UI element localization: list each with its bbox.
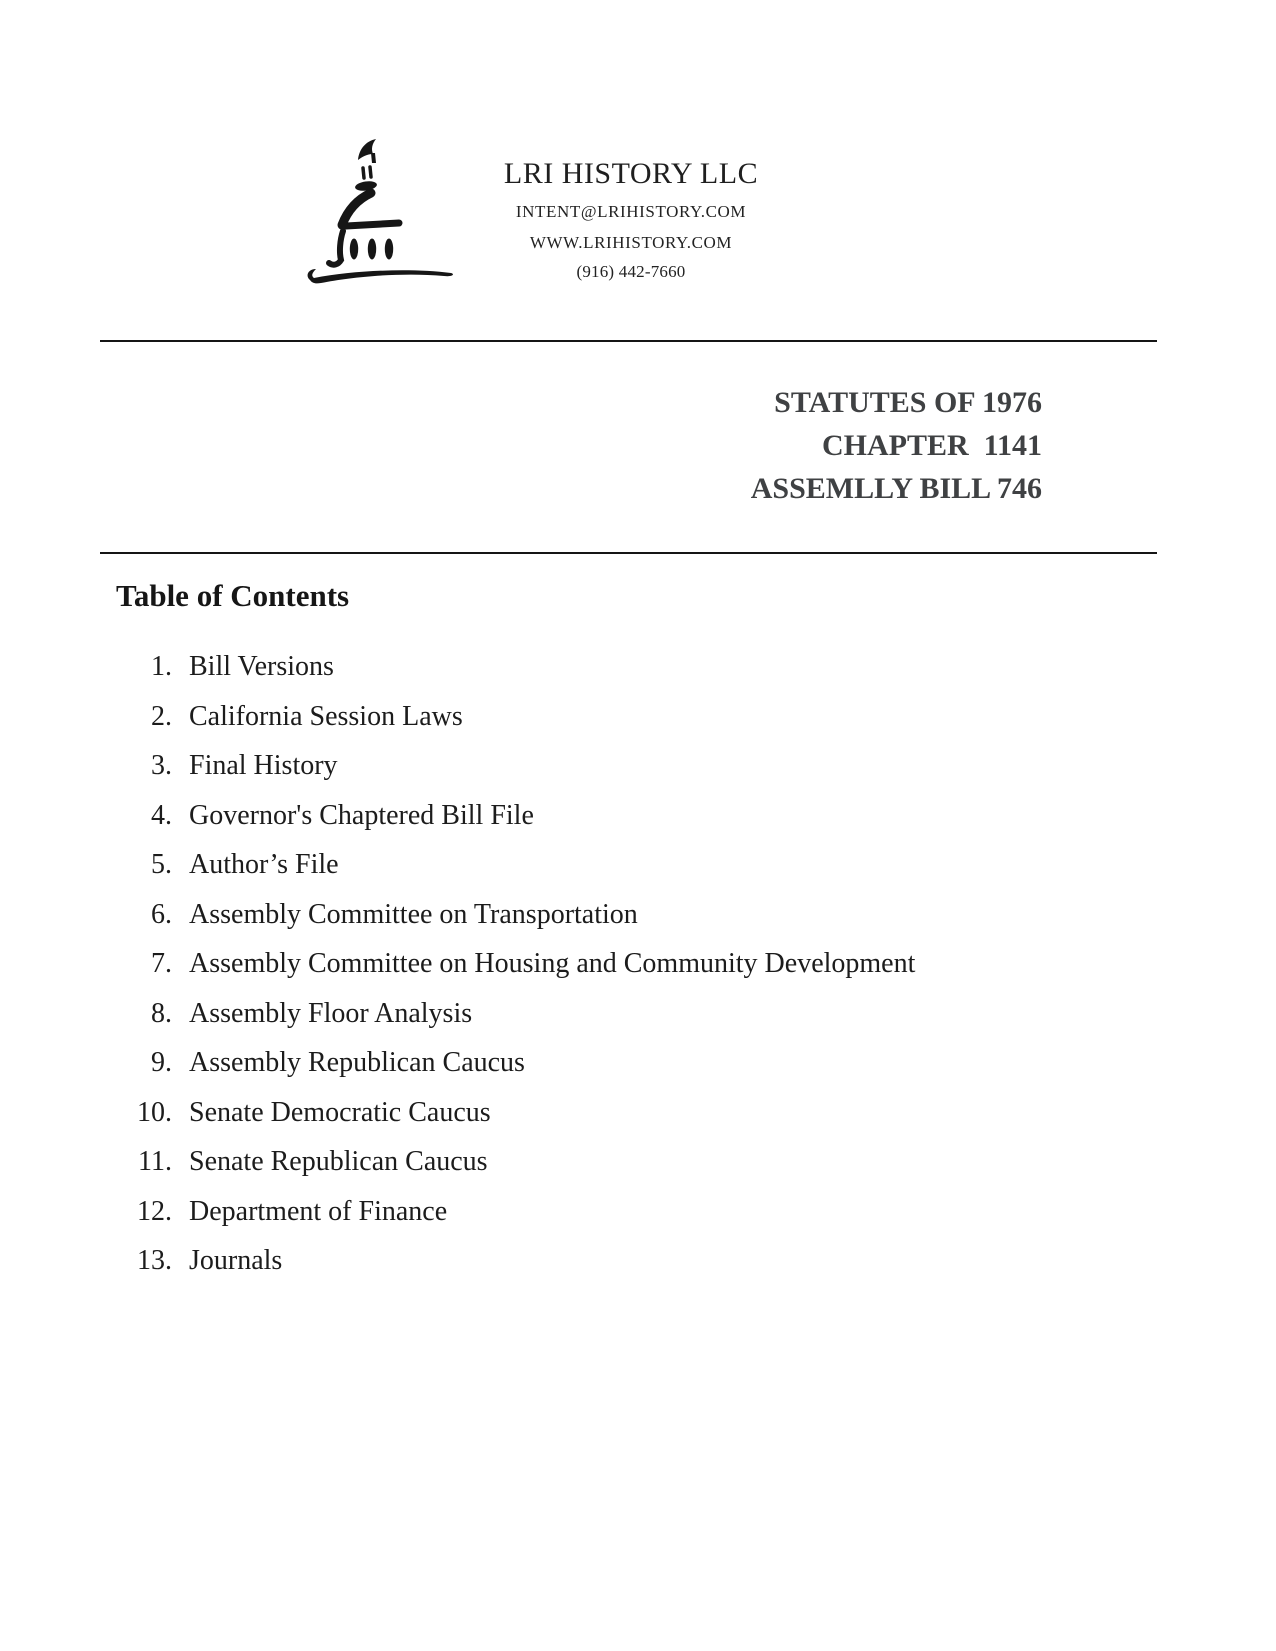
- toc-item-number: 9.: [151, 1047, 172, 1078]
- toc-item: [100, 650, 1100, 700]
- company-email: INTENT@LRIHISTORY.COM: [515, 202, 747, 221]
- toc-item-number: 4.: [151, 799, 172, 831]
- toc-item: [100, 1046, 1100, 1096]
- statutes-year-line: STATUTES OF 1976: [774, 386, 1042, 419]
- toc-item-label: Assembly Committee on Housing and Community Development: [189, 948, 916, 979]
- toc-item: [100, 1096, 1100, 1146]
- toc-heading: Table of Contents: [116, 578, 350, 613]
- bill-line: ASSEMLLY BILL 746: [750, 472, 1042, 505]
- toc-item-label: Journals: [189, 1245, 283, 1276]
- company-website: WWW.LRIHISTORY.COM: [529, 233, 733, 252]
- chapter-line: CHAPTER 1141: [821, 429, 1042, 462]
- toc-item-number: 12.: [137, 1195, 172, 1227]
- toc-item-label: Senate Republican Caucus: [189, 1146, 488, 1177]
- toc-item-number: 10.: [137, 1096, 172, 1128]
- toc-list: [100, 650, 1100, 1294]
- title-divider: [100, 552, 1157, 554]
- toc-item: [100, 997, 1100, 1047]
- toc-item-number: 3.: [151, 750, 172, 781]
- toc-item-number: 2.: [151, 700, 172, 732]
- toc-item-number: 11.: [138, 1146, 172, 1177]
- toc-item-number: 13.: [137, 1245, 172, 1276]
- company-name: LRI HISTORY LLC: [503, 157, 759, 190]
- toc-item-label: Senate Democratic Caucus: [189, 1096, 491, 1128]
- toc-item: [100, 1244, 1100, 1294]
- toc-item-label: Assembly Floor Analysis: [189, 997, 473, 1029]
- toc-item: [100, 700, 1100, 750]
- toc-item: [100, 898, 1100, 948]
- header-divider: [100, 340, 1157, 342]
- toc-item-number: 8.: [151, 997, 172, 1029]
- company-header: [456, 156, 806, 283]
- toc-item-label: Department of Finance: [189, 1195, 448, 1227]
- toc-item-number: 1.: [151, 651, 172, 682]
- capitol-dome-icon: [296, 130, 461, 290]
- toc-item: [100, 799, 1100, 849]
- toc-item-label: Assembly Republican Caucus: [189, 1047, 525, 1078]
- toc-item-number: 5.: [151, 849, 172, 880]
- toc-item: [100, 848, 1100, 898]
- statutes-title-block: [751, 381, 1042, 510]
- toc-item: [100, 1145, 1100, 1195]
- toc-item-number: 7.: [151, 948, 172, 979]
- toc-item-label: Author’s File: [189, 849, 339, 880]
- toc-item-label: Governor's Chaptered Bill File: [189, 799, 534, 831]
- toc-item: [100, 749, 1100, 799]
- toc-item-label: California Session Laws: [189, 700, 463, 732]
- toc-item: [100, 947, 1100, 997]
- toc-item-label: Bill Versions: [189, 651, 334, 682]
- toc-item-number: 6.: [151, 898, 172, 930]
- company-phone: (916) 442-7660: [576, 262, 686, 281]
- toc-item-label: Final History: [189, 750, 338, 781]
- toc-item-label: Assembly Committee on Transportation: [189, 898, 638, 930]
- toc-item: [100, 1195, 1100, 1245]
